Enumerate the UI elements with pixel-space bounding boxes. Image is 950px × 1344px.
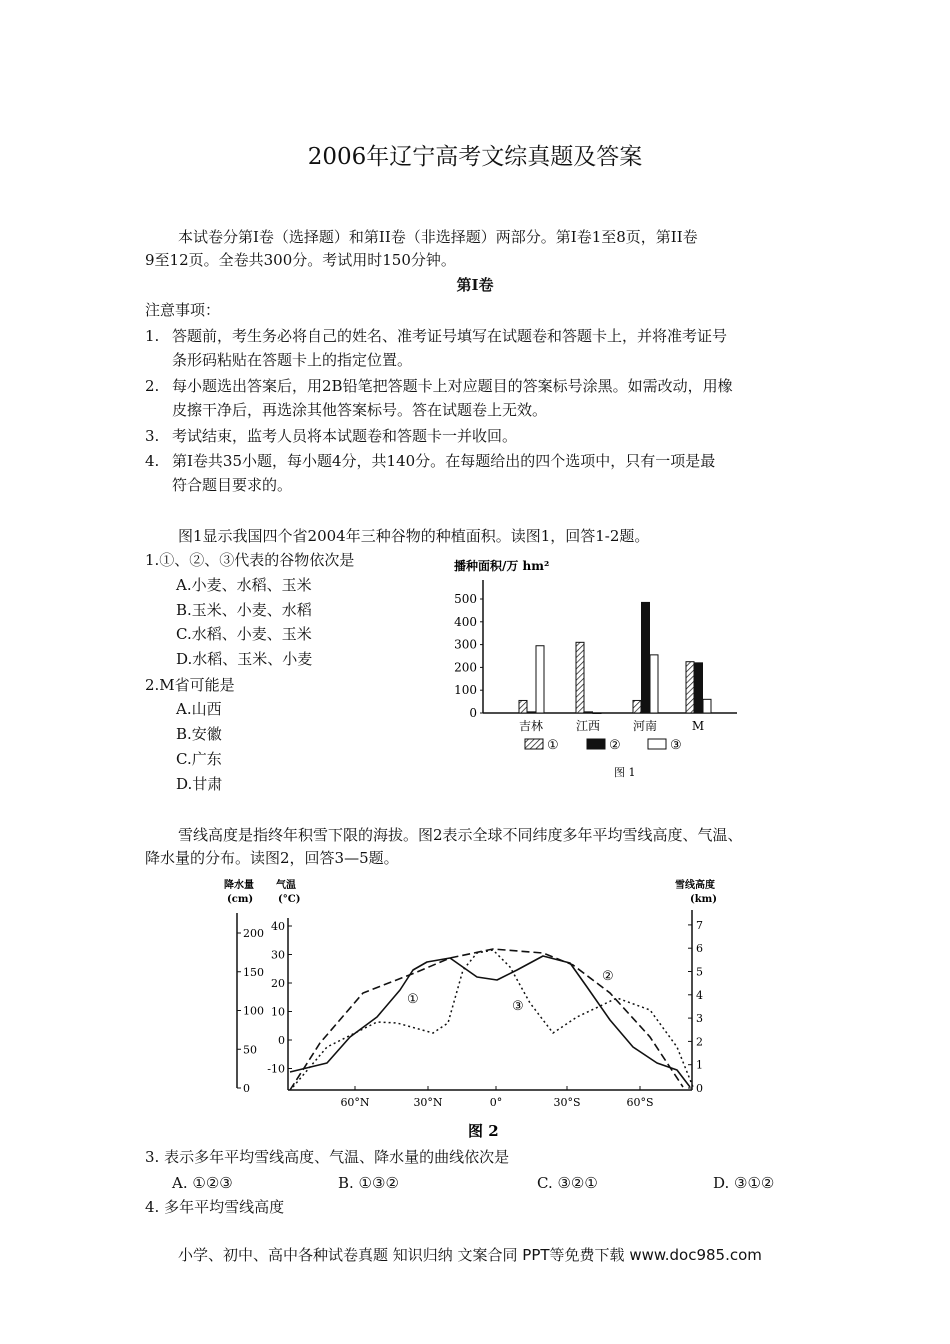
intro-line: 本试卷分第I卷（选择题）和第II卷（非选择题）两部分。第I卷1至8页，第II卷 (178, 228, 698, 246)
bar-solid (585, 712, 593, 713)
legend-label: ③ (670, 738, 682, 753)
fig2-intro: 降水量的分布。读图2，回答3—5题。 (145, 849, 399, 867)
temp-axis-unit: (°C) (278, 894, 301, 905)
precip-tick-label: 100 (243, 1004, 264, 1018)
figure-caption: 图 1 (614, 766, 636, 779)
q2-stem: 2.M省可能是 (145, 676, 235, 694)
bar-empty (536, 646, 544, 713)
footer-text: 小学、初中、高中各种试卷真题 知识归纳 文案合同 PPT等免费下载 www.doc985.com (178, 1246, 762, 1264)
temp-axis-label: 气温 (276, 880, 296, 891)
notice-number: 1. (145, 327, 160, 345)
y-tick-label: 300 (454, 637, 477, 652)
precip-tick-label: 150 (243, 965, 264, 979)
section-heading: 第I卷 (456, 276, 494, 294)
curve-1-solid (290, 956, 690, 1087)
q2-option: B.安徽 (176, 725, 222, 743)
bar-hatched (519, 700, 527, 713)
snow-tick-label: 2 (696, 1035, 703, 1049)
legend (525, 738, 682, 753)
x-tick-label: 江西 (575, 719, 601, 733)
x-tick-label: M (691, 719, 705, 733)
notice-text: 条形码粘贴在答题卡上的指定位置。 (172, 351, 413, 369)
y-axis-label: 播种面积/万 hm² (454, 559, 550, 573)
y-tick-label: 500 (454, 592, 477, 606)
x-tick-label: 吉林 (518, 719, 544, 733)
temp-tick-label: 10 (271, 1005, 285, 1019)
notice-text: 考试结束，监考人员将本试题卷和答题卡一并收回。 (172, 427, 518, 445)
q3-option: A. ①②③ (172, 1174, 233, 1192)
snow-axis-unit: (km) (690, 894, 717, 905)
notice-text: 第I卷共35小题，每小题4分，共140分。在每题给出的四个选项中，只有一项是最 (172, 452, 716, 470)
notice-text: 每小题选出答案后，用2B铅笔把答题卡上对应题目的答案标号涂黑。如需改动，用橡 (172, 377, 733, 395)
q1-option: C.水稻、小麦、玉米 (176, 625, 312, 643)
legend-swatch-empty (648, 739, 666, 749)
precip-axis-label: 降水量 (224, 880, 254, 891)
fig1-intro: 图1显示我国四个省2004年三种谷物的种植面积。读图1，回答1-2题。 (178, 527, 650, 545)
temp-tick-label: 0 (278, 1034, 285, 1047)
intro-line: 9至12页。全卷共300分。考试用时150分钟。 (145, 251, 456, 269)
q3-option: C. ③②① (537, 1174, 598, 1192)
figure-1-bar-chart (440, 550, 760, 790)
temp-tick-label: 30 (271, 948, 285, 962)
curve-3-label: ③ (512, 999, 524, 1014)
q1-option: D.水稻、玉米、小麦 (176, 650, 313, 668)
snow-tick-label: 1 (696, 1058, 703, 1072)
curve-2-dashed (290, 949, 683, 1090)
bar-hatched (633, 700, 641, 713)
x-tick-label: 30°S (553, 1096, 581, 1109)
snow-tick-label: 3 (696, 1012, 703, 1026)
temp-tick-label: 20 (271, 977, 285, 990)
q2-option: D.甘肃 (176, 775, 223, 793)
snow-tick-label: 5 (696, 965, 703, 979)
q4-stem: 4. 多年平均雪线高度 (145, 1198, 285, 1216)
y-tick-label: 400 (454, 614, 477, 629)
x-tick-label: 河南 (632, 719, 658, 733)
x-tick-label: 60°N (340, 1096, 370, 1109)
q3-option: B. ①③② (338, 1174, 399, 1192)
q2-option: C.广东 (176, 750, 222, 768)
bar-hatched (576, 642, 584, 713)
precip-axis-unit: (cm) (227, 894, 254, 905)
snow-tick-label: 4 (696, 988, 703, 1002)
legend-label: ① (547, 738, 559, 753)
q2-option: A.山西 (176, 700, 222, 718)
y-tick-label: 200 (454, 660, 477, 675)
precip-tick-label: 200 (243, 927, 264, 940)
bar-solid (695, 663, 703, 713)
y-tick-label: 100 (454, 683, 477, 698)
notice-text: 符合题目要求的。 (172, 476, 293, 494)
legend-swatch-solid (587, 739, 605, 749)
q1-option: A.小麦、水稻、玉米 (176, 576, 312, 594)
fig2-intro: 雪线高度是指终年积雪下限的海拔。图2表示全球不同纬度多年平均雪线高度、气温、 (178, 826, 743, 844)
notice-number: 3. (145, 427, 160, 445)
q3-stem: 3. 表示多年平均雪线高度、气温、降水量的曲线依次是 (145, 1148, 510, 1166)
q3-option: D. ③①② (713, 1174, 775, 1192)
page-title: 2006年辽宁高考文综真题及答案 (307, 144, 643, 170)
q1-option: B.玉米、小麦、水稻 (176, 601, 312, 619)
figure-caption: 图 2 (468, 1122, 499, 1140)
bar-empty (650, 655, 658, 713)
legend-label: ② (609, 738, 621, 753)
x-tick-label: 0° (489, 1096, 503, 1109)
curve-2-label: ② (602, 969, 614, 984)
bar-empty (593, 713, 601, 714)
temp-tick-label: -10 (267, 1062, 285, 1076)
precip-tick-label: 50 (243, 1043, 257, 1057)
curve-1-label: ① (407, 992, 419, 1007)
notice-number: 2. (145, 377, 160, 395)
bar-solid (642, 602, 650, 713)
temp-tick-label: 40 (271, 920, 285, 933)
snow-tick-label: 0 (696, 1082, 703, 1095)
figure-2-line-chart (210, 870, 750, 1150)
notice-text: 皮擦干净后，再选涂其他答案标号。答在试题卷上无效。 (172, 401, 548, 419)
x-tick-label: 60°S (626, 1096, 654, 1109)
snow-axis-label: 雪线高度 (675, 880, 715, 891)
legend-swatch-hatched (525, 739, 543, 749)
x-tick-label: 30°N (413, 1096, 443, 1109)
y-tick-label: 0 (469, 706, 477, 720)
bar-solid (528, 712, 536, 713)
bar-hatched (686, 662, 694, 713)
precip-tick-label: 0 (243, 1082, 250, 1095)
bar-empty (703, 699, 711, 713)
q1-stem: 1.①、②、③代表的谷物依次是 (145, 551, 355, 569)
notice-heading: 注意事项： (145, 301, 221, 319)
notice-text: 答题前，考生务必将自己的姓名、准考证号填写在试题卷和答题卡上，并将准考证号 (172, 327, 728, 345)
snow-tick-label: 6 (696, 942, 703, 956)
snow-tick-label: 7 (696, 918, 703, 932)
notice-number: 4. (145, 452, 160, 470)
